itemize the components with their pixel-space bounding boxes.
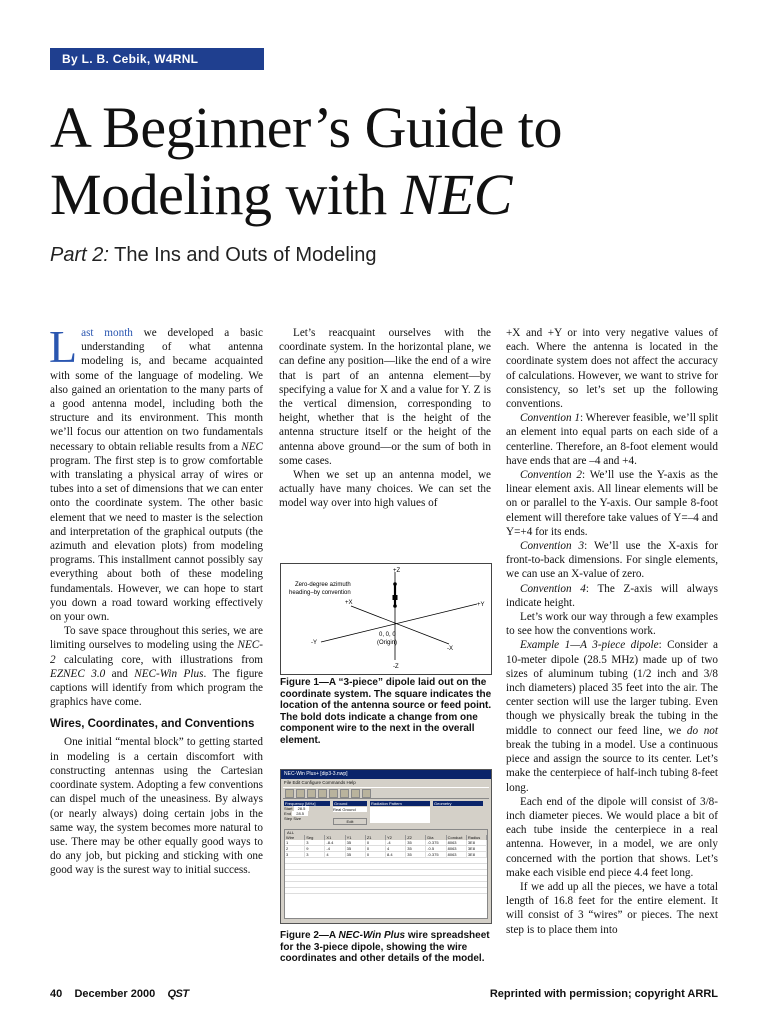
geometry-header: Geometry xyxy=(433,801,483,806)
c3-para-0: +X and +Y or into very negative values of each. Where the antenna is located in the coordinate system does not affect the accuracy of calculations. However, we want to strive for consistency, so let’s set up the following conventions. xyxy=(506,327,718,411)
magazine-logo: QST xyxy=(167,988,189,1000)
x-axis xyxy=(351,606,449,644)
ex-donot: do not xyxy=(686,724,719,737)
start-label: Start xyxy=(284,806,293,811)
plus-x-label: +X xyxy=(345,600,353,606)
c1-p2-win: NEC-Win Plus xyxy=(134,667,204,680)
ground-header: Ground xyxy=(333,801,367,806)
table-cell[interactable]: 3 xyxy=(285,852,305,857)
wire-junction-dot-1 xyxy=(393,604,397,608)
ex-frac1: 1/2 xyxy=(637,667,652,680)
end-label: End xyxy=(284,811,292,816)
table-cell[interactable]: 4 xyxy=(386,846,406,851)
ground-group xyxy=(333,801,367,825)
figure-1-coordinate-plot xyxy=(280,563,492,675)
table-cell[interactable]: 8.4 xyxy=(386,852,406,857)
ex-frac2: 3/8 xyxy=(703,667,718,680)
title-line2b: NEC xyxy=(400,162,512,227)
ex-label: Example 1—A 3-piece dipole xyxy=(520,639,659,652)
table-cell[interactable]: 1 xyxy=(285,840,305,845)
table-row-empty[interactable] xyxy=(285,888,487,894)
toolbar xyxy=(283,787,489,799)
p7-b: -inch diameter pieces. We would place a bit of each tube inside the centerpiece in a real antenna. However, in a model, we are only concerned with the portion that shows. Let’s make each visible end piece 4.4 feet long. xyxy=(506,795,718,879)
table-cell[interactable]: 2 xyxy=(285,846,305,851)
plus-y-label: +Y xyxy=(477,602,485,608)
origin-label: 0, 0, 0 xyxy=(379,632,396,638)
p7-a: Each end of the dipole will consist of xyxy=(520,795,700,808)
c3-para-5: Let’s work our way through a few examples to see how the conventions work. xyxy=(506,611,718,638)
c1-p2-nec2: NEC-2 xyxy=(50,639,263,666)
table-cell[interactable]: 3E8 xyxy=(467,846,487,851)
title-line1: A Beginner’s Guide to xyxy=(50,95,562,160)
c3-para-8: If we add up all the pieces, we have a total length of 16.8 feet for the entire element. It will consist of 3 “wires” or pieces. The next step is to place them into xyxy=(506,880,718,936)
minus-z-label: -Z xyxy=(393,664,399,670)
c3-convention-4 xyxy=(506,582,718,610)
section-heading: Wires, Coordinates, and Conventions xyxy=(50,718,255,731)
conv1-text: : Wherever feasible, we’ll split an element into equal parts on each side of a centerline. Therefore, an 8-foot element would have ends that are –4 and +4. xyxy=(506,412,719,467)
coordinate-diagram xyxy=(281,564,491,674)
page-number: 40 xyxy=(50,988,63,1000)
toolbar-btn-5[interactable] xyxy=(329,789,338,798)
table-cell[interactable]: 0 xyxy=(366,840,386,845)
c3-example-1 xyxy=(506,638,718,794)
c1-p2d: . The figure captions will identify from which program the graphics have come. xyxy=(50,667,264,709)
geometry-group xyxy=(433,801,483,825)
sheet-col-head[interactable]: Radius xyxy=(467,835,487,840)
window-menubar: File Edit Configure Commands Help xyxy=(284,780,356,785)
table-cell[interactable]: 0 xyxy=(366,852,386,857)
radiation-header: Radiation Pattern xyxy=(370,801,430,806)
last-month-link[interactable]: ast month xyxy=(81,327,133,339)
c3-convention-2 xyxy=(506,468,718,539)
c3-convention-1 xyxy=(506,411,718,468)
plus-z-label: +Z xyxy=(393,568,401,574)
ex-text-d: break the tubing in a model. Use a continuous piece and assign the source to its center. Let’s make the centerpiece of half-inch tubing 8-feet long. xyxy=(506,738,718,794)
subtitle xyxy=(50,244,377,267)
sheet-col-head[interactable]: Z1 xyxy=(366,835,386,840)
frequency-group xyxy=(284,801,330,825)
table-cell[interactable]: 35 xyxy=(346,852,366,857)
radiation-list[interactable] xyxy=(370,807,430,823)
ex-text-c: inch diameters) placed 35 feet into the air. The center section will use the larger tubing. Even though we physically break the tubing in the middle to connect our feed line, we xyxy=(506,682,718,737)
window-titlebar: NEC-Win Plus+ [dip3-3.nwp] xyxy=(281,770,491,779)
issue-date: December 2000 xyxy=(74,988,156,1000)
minus-y-label: -Y xyxy=(311,640,317,646)
conv2-text: : We’ll use the Y-axis as the linear element axis. All linear elements will be on or parallel to the Y-axis. Our sample 8-foot element will therefore take values of Y=–4 and Y=+4 for its ends. xyxy=(506,469,718,538)
table-cell[interactable]: 35 xyxy=(346,846,366,851)
c1-p2a: To save space throughout this series, we are limiting ourselves to modeling using the xyxy=(50,625,263,652)
subtitle-text: The Ins and Outs of Modeling xyxy=(108,244,377,266)
conv3-text: : We’ll use the X-axis for front-to-back dimensions. For single elements, we can use an X-value of zero. xyxy=(506,540,718,581)
c1-text-b: program. The first step is to grow comfortable with translating a physical array of wires or tubes into a set of dimensions that we can enter onto the coordinate system. The other basic element that we need to master is the selection and interpretation of the graphical outputs (the azimuth and elevation plots) from modeling programs. This installment cannot possibly say everything about both of these modeling fundamentals. However, we can hope to start you down a road toward working effectively on your own. xyxy=(50,454,263,624)
column-3 xyxy=(506,326,718,937)
zero-azimuth-label: Zero-degree azimuth xyxy=(295,582,351,588)
table-cell[interactable]: 3 xyxy=(305,852,325,857)
radiation-group xyxy=(370,801,430,825)
wire-spreadsheet[interactable] xyxy=(284,829,488,919)
all-label: ALL xyxy=(285,830,487,835)
table-cell[interactable]: .0.375 xyxy=(426,840,446,845)
column-1 xyxy=(49,321,264,878)
toolbar-btn-8[interactable] xyxy=(362,789,371,798)
end-input[interactable]: 28.5 xyxy=(292,811,308,816)
table-cell[interactable]: 3E8 xyxy=(467,840,487,845)
table-cell[interactable]: -4 xyxy=(325,846,345,851)
ex-text-b: inch and xyxy=(651,667,704,680)
table-cell[interactable]: 3 xyxy=(305,840,325,845)
c1-para-1 xyxy=(49,321,263,624)
toolbar-btn-7[interactable] xyxy=(351,789,360,798)
byline: By L. B. Cebik, W4RNL xyxy=(50,48,264,70)
subtitle-part: Part 2: xyxy=(50,244,109,266)
sheet-body xyxy=(285,840,487,894)
origin-sub-label: (Origin) xyxy=(377,640,398,646)
table-cell[interactable]: .0.375 xyxy=(426,852,446,857)
figure-1-caption: Figure 1—A “3-piece” dipole laid out on the coordinate system. The square indicates the location of the antenna source or feed point. The bold dots indicate a change from one component wire to the next in the overall element. xyxy=(280,677,492,746)
column-2 xyxy=(279,326,491,511)
sheet-col-head[interactable]: Z2 xyxy=(406,835,426,840)
conv4-text: : The Z-axis will always indicate height. xyxy=(506,582,718,609)
feed-point-square xyxy=(393,595,398,600)
footer-right: Reprinted with permission; copyright ARRL xyxy=(489,988,718,1000)
ex-text-a: : Consider a 10-meter dipole (28.5 MHz) made up of two sizes of aluminum tubing ( xyxy=(506,639,718,680)
table-cell[interactable]: 4 xyxy=(325,852,345,857)
c1-p2b: calculating core, with illustrations from xyxy=(55,653,263,666)
c1-p2c: and xyxy=(105,667,135,680)
table-cell[interactable]: 35 xyxy=(406,846,426,851)
figure-2-caption xyxy=(280,930,492,965)
toolbar-btn-6[interactable] xyxy=(340,789,349,798)
c1-nec: NEC xyxy=(241,440,263,453)
cap2-b: NEC-Win Plus xyxy=(338,930,406,941)
drop-cap: L xyxy=(49,321,78,372)
c1-para-2 xyxy=(50,624,263,709)
table-cell[interactable]: 35 xyxy=(346,840,366,845)
cap2-c: wire spreadsheet for the 3-piece dipole, showing the wire coordinates and other details of the model. xyxy=(280,930,490,965)
table-cell[interactable]: 35 xyxy=(406,840,426,845)
c1-para-3: One initial “mental block” to getting started in modeling is a certain discomfort with constructing antennas using the Cartesian coordinate system. Adopting a few conventions can dispel much of the uneasiness. By always (or nearly always) doing certain jobs in the same way, the system becomes more natural to use. There may be other equally good ways to do any job, but picking and sticking with one good way is the surest way to initial success. xyxy=(50,736,263,877)
step-label: Step Size xyxy=(284,816,302,821)
conv2-label: Convention 2 xyxy=(520,469,582,482)
figure-2-screenshot xyxy=(280,769,492,924)
sheet-col-head[interactable]: X1 xyxy=(325,835,345,840)
table-cell[interactable]: 8063 xyxy=(447,840,467,845)
toolbar-btn-2[interactable] xyxy=(296,789,305,798)
table-cell[interactable]: -4 xyxy=(386,840,406,845)
toolbar-btn-1[interactable] xyxy=(285,789,294,798)
c2-para-2: When we set up an antenna model, we actually have many choices. We can set the model way over into high values of xyxy=(279,469,491,510)
conv1-label: Convention 1 xyxy=(520,412,580,425)
table-cell[interactable]: 8063 xyxy=(447,846,467,851)
table-cell[interactable]: -8.4 xyxy=(325,840,345,845)
y-axis xyxy=(321,604,477,642)
sheet-col-head[interactable]: Y2 xyxy=(386,835,406,840)
sheet-col-head[interactable]: Y1 xyxy=(346,835,366,840)
sheet-col-head[interactable]: Dia xyxy=(426,835,446,840)
toolbar-btn-4[interactable] xyxy=(318,789,327,798)
table-cell[interactable]: .0.5 xyxy=(426,846,446,851)
ground-select[interactable]: Real Ground xyxy=(333,807,367,812)
edit-button[interactable]: Edit xyxy=(333,818,367,825)
title-line2a: Modeling with xyxy=(50,162,401,227)
c1-p2-eznec: EZNEC 3.0 xyxy=(50,667,106,680)
table-cell[interactable]: 0 xyxy=(366,846,386,851)
table-cell[interactable]: 8063 xyxy=(447,852,467,857)
settings-panel xyxy=(281,800,491,826)
table-cell[interactable]: 35 xyxy=(406,852,426,857)
c3-convention-3 xyxy=(506,539,718,582)
step-row xyxy=(284,816,330,821)
heading-convention-label: heading–by convention xyxy=(289,590,351,596)
conv3-label: Convention 3 xyxy=(520,540,585,553)
c1-text-a: we developed a basic understanding of what antenna modeling is, and became acquainted with some of the language of modeling. We also gained an orientation to the many parts of a good antenna model, including both the structure and its environment. This month we’ll focus our attention on two fundamentals necessary to obtain reliable results from a xyxy=(50,327,263,453)
sheet-col-head[interactable]: Conduct xyxy=(447,835,467,840)
toolbar-btn-3[interactable] xyxy=(307,789,316,798)
sheet-col-head[interactable]: Seg xyxy=(305,835,325,840)
cap2-a: Figure 2—A xyxy=(280,930,339,941)
start-input[interactable]: 28.5 xyxy=(294,806,310,811)
sheet-col-head[interactable]: Wire xyxy=(285,835,305,840)
minus-x-label: -X xyxy=(447,646,453,652)
p7-frac: 3/8 xyxy=(699,795,715,808)
c2-para-1: Let’s reacquaint ourselves with the coordinate system. In the horizontal plane, we can define any position—like the end of a wire that is part of an antenna element—by specifying a value for X and a value for Y. Z is the vertical dimension, corresponding to height, whether that is the height of the antenna structure itself or the height of the antenna above ground—or the sum of both in some cases. xyxy=(279,327,491,467)
c3-para-7 xyxy=(506,795,718,880)
conv4-label: Convention 4 xyxy=(520,582,586,595)
wire-junction-dot-2 xyxy=(393,582,397,586)
article-title xyxy=(50,94,730,228)
footer-left xyxy=(50,988,189,1000)
frequency-header: Frequency [MHz] xyxy=(284,801,330,806)
table-cell[interactable]: 9 xyxy=(305,846,325,851)
table-cell[interactable]: 3E8 xyxy=(467,852,487,857)
